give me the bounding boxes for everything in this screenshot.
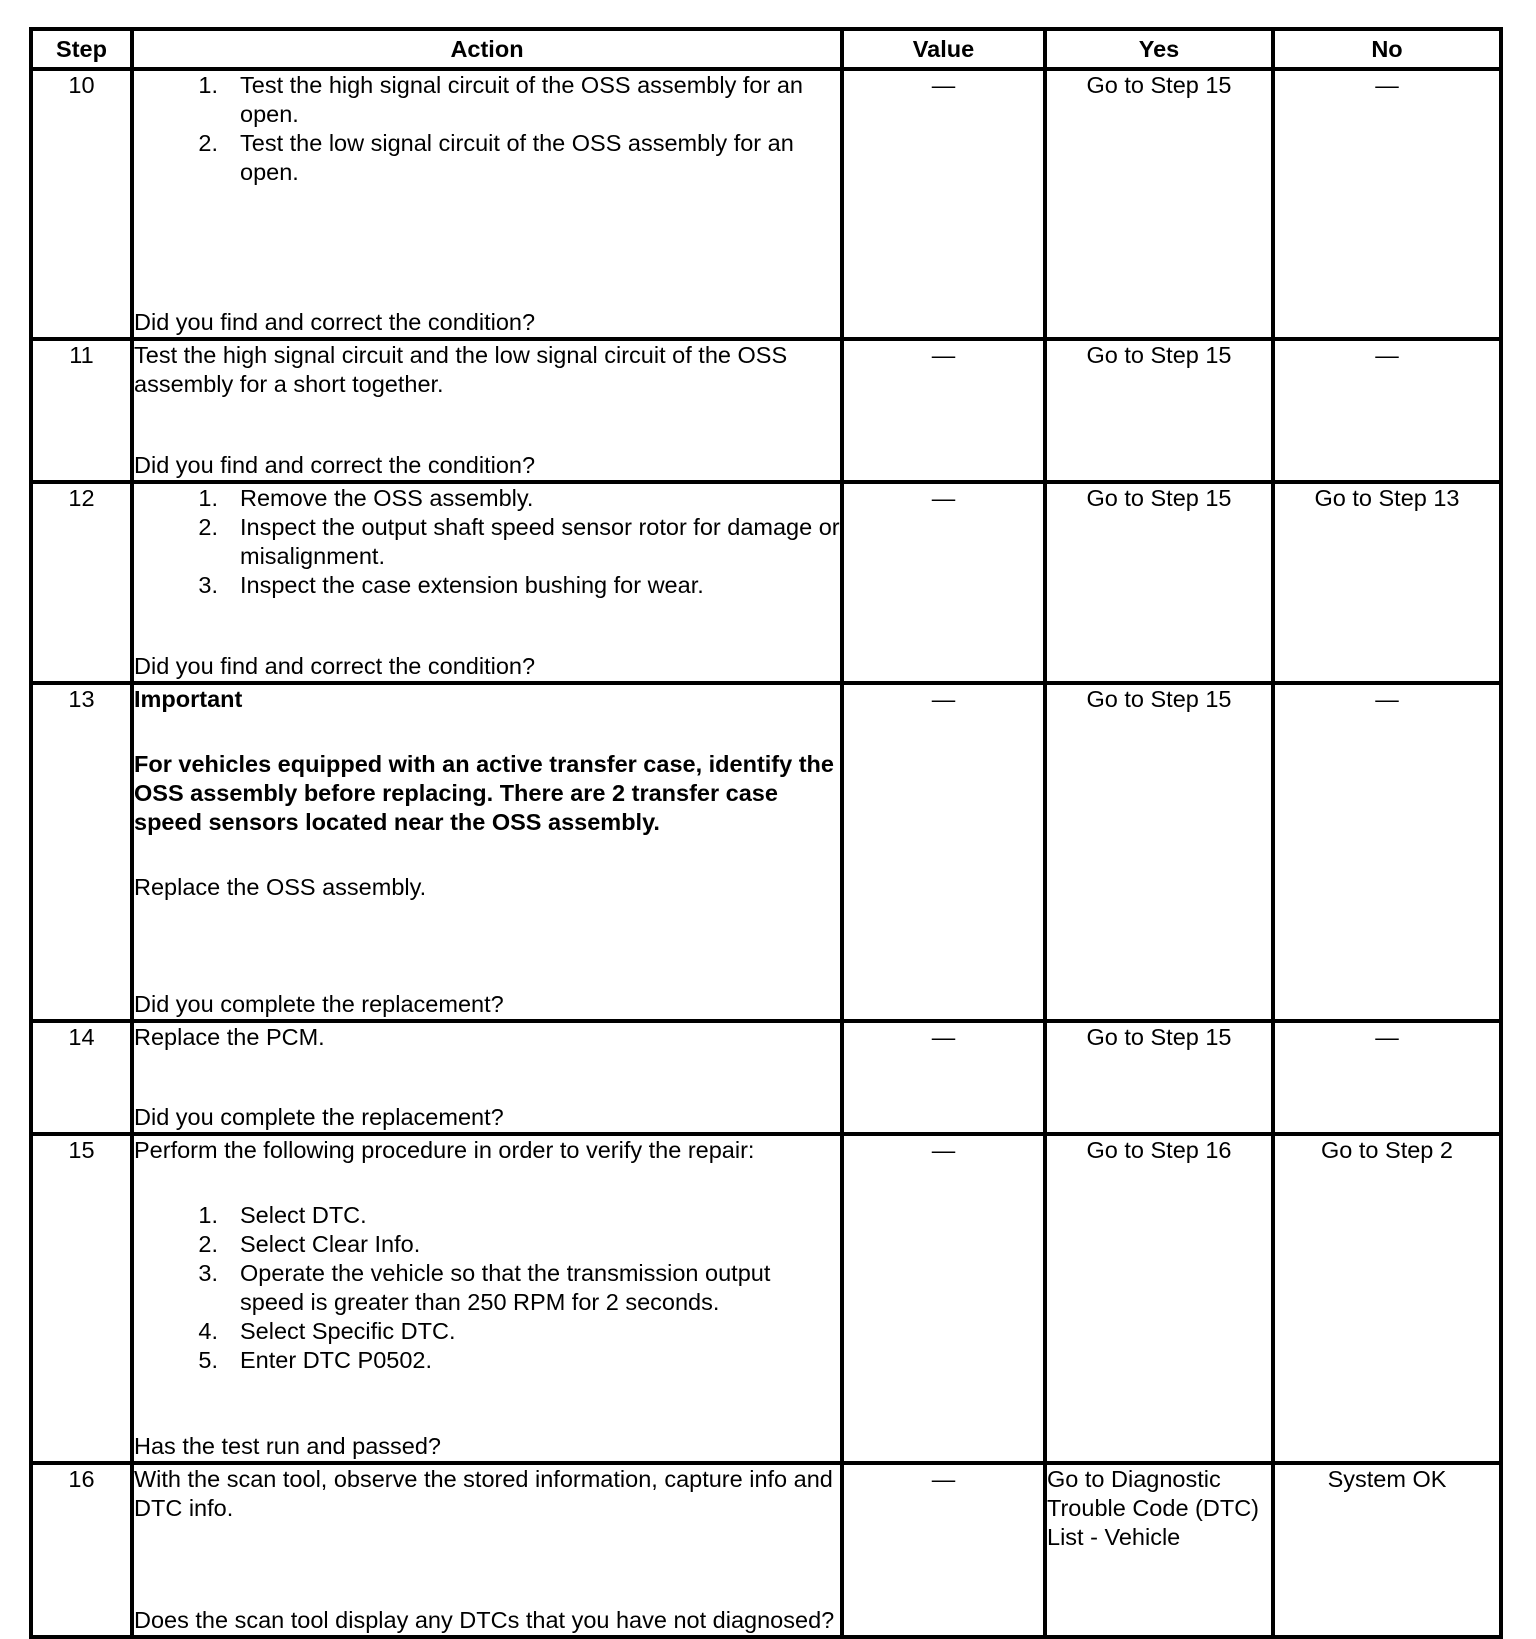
value-cell: — bbox=[842, 482, 1045, 683]
value-cell: — bbox=[842, 339, 1045, 482]
yes-link[interactable]: Go to Step 16 bbox=[1045, 1134, 1273, 1463]
instruction-text: Perform the following procedure in order to verify the repair: bbox=[134, 1137, 755, 1163]
step-number: 13 bbox=[31, 683, 132, 1021]
header-row bbox=[31, 29, 1501, 69]
header-value: Value bbox=[842, 29, 1045, 69]
value-cell: — bbox=[842, 1021, 1045, 1134]
diagnostic-table bbox=[29, 27, 1503, 1639]
table-row bbox=[31, 339, 1501, 482]
value-cell: — bbox=[842, 1463, 1045, 1637]
no-link[interactable]: Go to Step 2 bbox=[1273, 1134, 1501, 1463]
list-item: 2. Test the low signal circuit of the OSS assembly for an open. bbox=[198, 130, 794, 185]
action-cell bbox=[132, 1021, 842, 1134]
procedure-list bbox=[134, 484, 840, 600]
no-value: — bbox=[1273, 683, 1501, 1021]
table-row bbox=[31, 1463, 1501, 1637]
header-yes: Yes bbox=[1045, 29, 1273, 69]
list-item: 5. Enter DTC P0502. bbox=[198, 1347, 433, 1373]
step-number: 12 bbox=[31, 482, 132, 683]
table-row bbox=[31, 683, 1501, 1021]
question-text: Did you find and correct the condition? bbox=[134, 309, 536, 335]
no-link[interactable]: Go to Step 13 bbox=[1273, 482, 1501, 683]
yes-link[interactable]: Go to Step 15 bbox=[1045, 482, 1273, 683]
step-number: 15 bbox=[31, 1134, 132, 1463]
action-cell bbox=[132, 1134, 842, 1463]
value-cell: — bbox=[842, 1134, 1045, 1463]
list-item: 2. Select Clear Info. bbox=[198, 1231, 421, 1257]
question-text: Did you complete the replacement? bbox=[134, 991, 504, 1017]
question-text: Does the scan tool display any DTCs that you have not diagnosed? bbox=[134, 1607, 835, 1633]
table-row bbox=[31, 1021, 1501, 1134]
yes-link[interactable]: Go to Diagnostic Trouble Code (DTC) List - Vehicle bbox=[1045, 1463, 1273, 1637]
instruction-text: Replace the OSS assembly. bbox=[134, 874, 427, 900]
no-value: — bbox=[1273, 69, 1501, 339]
list-item: 1. Select DTC. bbox=[198, 1202, 367, 1228]
question-text: Did you find and correct the condition? bbox=[134, 653, 536, 679]
list-item: 3. Inspect the case extension bushing for wear. bbox=[198, 572, 704, 598]
procedure-list bbox=[134, 71, 840, 187]
table-row bbox=[31, 69, 1501, 339]
no-result: System OK bbox=[1273, 1463, 1501, 1637]
instruction-text: Replace the PCM. bbox=[134, 1024, 325, 1050]
question-text: Did you complete the replacement? bbox=[134, 1104, 504, 1130]
instruction-text: Test the high signal circuit and the low signal circuit of the OSS assembly for a short together. bbox=[134, 342, 788, 397]
action-cell bbox=[132, 1463, 842, 1637]
list-item: 1. Test the high signal circuit of the OSS assembly for an open. bbox=[198, 72, 803, 127]
question-text: Has the test run and passed? bbox=[134, 1433, 442, 1459]
value-cell: — bbox=[842, 69, 1045, 339]
procedure-list bbox=[134, 1201, 840, 1375]
action-cell bbox=[132, 482, 842, 683]
no-value: — bbox=[1273, 1021, 1501, 1134]
step-number: 10 bbox=[31, 69, 132, 339]
step-number: 11 bbox=[31, 339, 132, 482]
header-action: Action bbox=[132, 29, 842, 69]
header-no: No bbox=[1273, 29, 1501, 69]
yes-link[interactable]: Go to Step 15 bbox=[1045, 339, 1273, 482]
table-row bbox=[31, 1134, 1501, 1463]
action-cell bbox=[132, 339, 842, 482]
value-cell: — bbox=[842, 683, 1045, 1021]
important-note: For vehicles equipped with an active transfer case, identify the OSS assembly before replacing. There are 2 transfer case speed sensors located near the OSS assembly. bbox=[134, 751, 834, 835]
instruction-text: With the scan tool, observe the stored information, capture info and DTC info. bbox=[134, 1466, 833, 1521]
yes-link[interactable]: Go to Step 15 bbox=[1045, 683, 1273, 1021]
no-value: — bbox=[1273, 339, 1501, 482]
list-item: 2. Inspect the output shaft speed sensor rotor for damage or misalignment. bbox=[198, 514, 840, 569]
header-step: Step bbox=[31, 29, 132, 69]
important-title: Important bbox=[134, 686, 243, 712]
action-cell bbox=[132, 683, 842, 1021]
table-row bbox=[31, 482, 1501, 683]
list-item: 3. Operate the vehicle so that the transmission output speed is greater than 250 RPM for 2 seconds. bbox=[198, 1260, 771, 1315]
step-number: 14 bbox=[31, 1021, 132, 1134]
list-item: 4. Select Specific DTC. bbox=[198, 1318, 456, 1344]
list-item: 1. Remove the OSS assembly. bbox=[198, 485, 534, 511]
yes-link[interactable]: Go to Step 15 bbox=[1045, 69, 1273, 339]
step-number: 16 bbox=[31, 1463, 132, 1637]
question-text: Did you find and correct the condition? bbox=[134, 452, 536, 478]
action-cell bbox=[132, 69, 842, 339]
yes-link[interactable]: Go to Step 15 bbox=[1045, 1021, 1273, 1134]
